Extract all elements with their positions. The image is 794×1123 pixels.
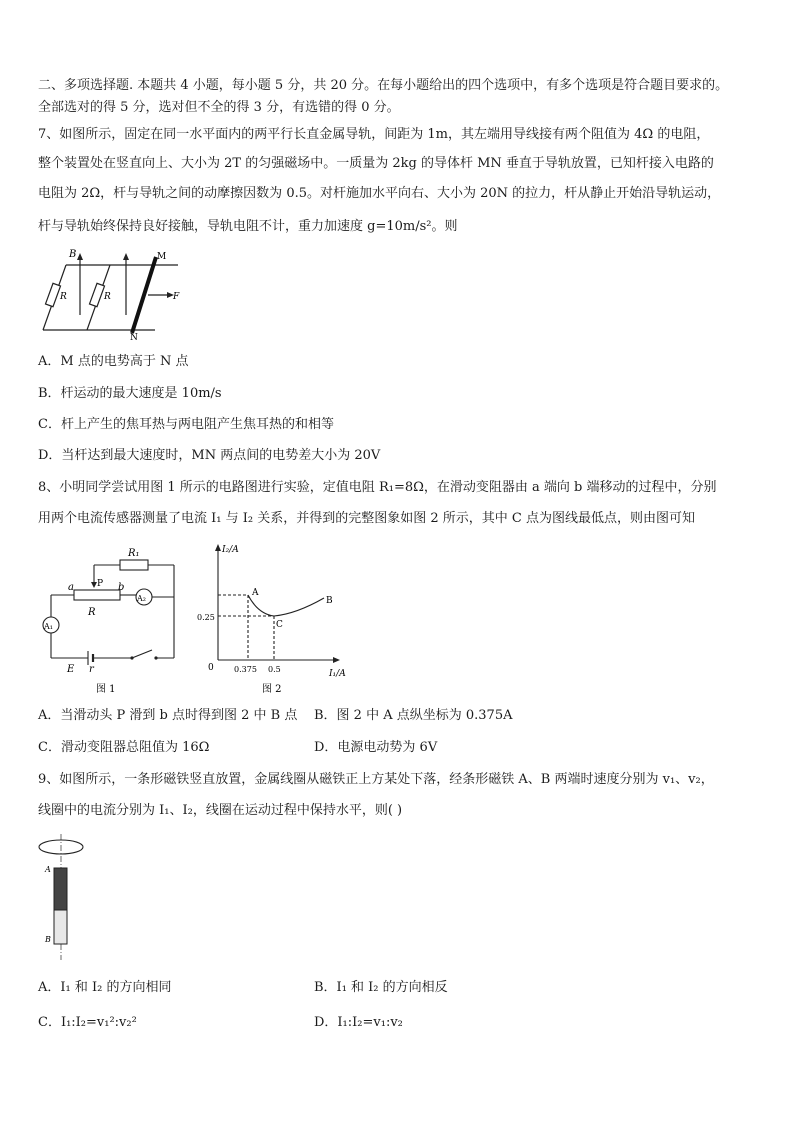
point-c-label: C (276, 620, 283, 630)
point-a-label: A (252, 588, 259, 598)
magnet-a-end (54, 868, 67, 910)
q8-graph-figure (196, 540, 356, 698)
q8-option-d: D．电源电动势为 6V (314, 740, 438, 755)
e-label: E (67, 664, 75, 675)
a-end-label: a (68, 582, 74, 593)
q7-option-b: B．杆运动的最大速度是 10m/s (38, 386, 222, 401)
r-internal-label: r (89, 664, 94, 675)
rheostat-r (74, 590, 120, 600)
origin-label: 0 (208, 663, 214, 673)
fig1-caption: 图 1 (96, 684, 116, 695)
q7-option-d: D．当杆达到最大速度时，MN 两点间的电势差大小为 20V (38, 448, 381, 463)
q7-stem-line-1: 7、如图所示，固定在同一水平面内的两平行长直金属导轨，间距为 1m，其左端用导线接有两个阻值为 4Ω 的电阻， (38, 127, 710, 142)
n-label: N (130, 333, 138, 340)
y-tick-label: 0.25 (197, 613, 215, 622)
q8-option-b: B．图 2 中 A 点纵坐标为 0.375A (314, 708, 513, 723)
m-label: M (157, 252, 167, 262)
q9-option-c: C．I₁:I₂=v₁²:v₂² (38, 1015, 137, 1030)
q7-rail-figure (38, 245, 188, 340)
y-axis-label: I₂/A (222, 545, 239, 555)
magnet-a-label: A (45, 865, 51, 874)
section-header-line-2: 全部选对的得 5 分，选对但不全的得 3 分，有选错的得 0 分。 (38, 100, 400, 115)
section-header-line-1: 二、多项选择题. 本题共 4 小题，每小题 5 分，共 20 分。在每小题给出的四个选项中，有多个选项是符合题目要求的。 (38, 78, 729, 93)
resistor-1 (45, 283, 60, 306)
q7-stem-line-4: 杆与导轨始终保持良好接触，导轨电阻不计，重力加速度 g=10m/s²。则 (38, 219, 458, 234)
r1-label: R₁ (128, 548, 140, 559)
q8-stem-line-1: 8、小明同学尝试用图 1 所示的电路图进行实验，定值电阻 R₁=8Ω，在滑动变阻器由 a 端向 b 端移动的过程中，分别 (38, 480, 717, 495)
magnet-b-end (54, 910, 67, 944)
x-tick-label-2: 0.5 (268, 665, 281, 674)
q9-option-b: B．I₁ 和 I₂ 的方向相反 (314, 980, 448, 995)
p-label: P (97, 579, 104, 589)
fig2-caption: 图 2 (262, 684, 282, 695)
x-axis-label: I₁/A (329, 669, 346, 679)
resistor-r1 (120, 560, 148, 570)
resistor-2 (89, 283, 104, 306)
curve-acb (248, 595, 324, 616)
q9-option-d: D．I₁:I₂=v₁:v₂ (314, 1015, 403, 1030)
b-label: B (69, 249, 77, 260)
f-label: F (173, 292, 180, 302)
q8-option-a: A．当滑动头 P 滑到 b 点时得到图 2 中 B 点 (38, 708, 298, 723)
q9-stem-line-2: 线圈中的电流分别为 I₁、I₂，线圈在运动过程中保持水平，则( ) (38, 803, 403, 818)
q8-option-c: C．滑动变阻器总阻值为 16Ω (38, 740, 210, 755)
r1-label: R (60, 292, 67, 302)
r-label: R (88, 607, 96, 618)
x-tick-label-1: 0.375 (234, 665, 257, 674)
q7-option-a: A．M 点的电势高于 N 点 (38, 354, 189, 369)
q8-stem-line-2: 用两个电流传感器测量了电流 I₁ 与 I₂ 关系，并得到的完整图象如图 2 所示，其中 C 点为图线最低点，则由图可知 (38, 511, 695, 526)
b-end-label: b (118, 582, 125, 593)
q9-stem-line-1: 9、如图所示，一条形磁铁竖直放置，金属线圈从磁铁正上方某处下落，经条形磁铁 A、B 两端时速度分别为 v₁、v₂， (38, 772, 714, 787)
r2-label: R (104, 292, 111, 302)
q7-stem-line-3: 电阻为 2Ω，杆与导轨之间的动摩擦因数为 0.5。对杆施加水平向右、大小为 20N 的拉力，杆从静止开始沿导轨运动， (38, 186, 721, 201)
q8-circuit-figure (36, 540, 181, 698)
magnet-b-label: B (45, 935, 51, 944)
q7-stem-line-2: 整个装置处在竖直向上、大小为 2T 的匀强磁场中。一质量为 2kg 的导体杆 MN 垂直于导轨放置，已知杆接入电路的 (38, 156, 714, 171)
q9-magnet-figure (36, 832, 88, 962)
q9-option-a: A．I₁ 和 I₂ 的方向相同 (38, 980, 172, 995)
point-b-label: B (326, 596, 333, 606)
a1-label: A₁ (44, 622, 53, 631)
switch (132, 650, 152, 658)
a2-label: A₂ (137, 594, 146, 603)
q7-option-c: C．杆上产生的焦耳热与两电阻产生焦耳热的和相等 (38, 417, 334, 432)
